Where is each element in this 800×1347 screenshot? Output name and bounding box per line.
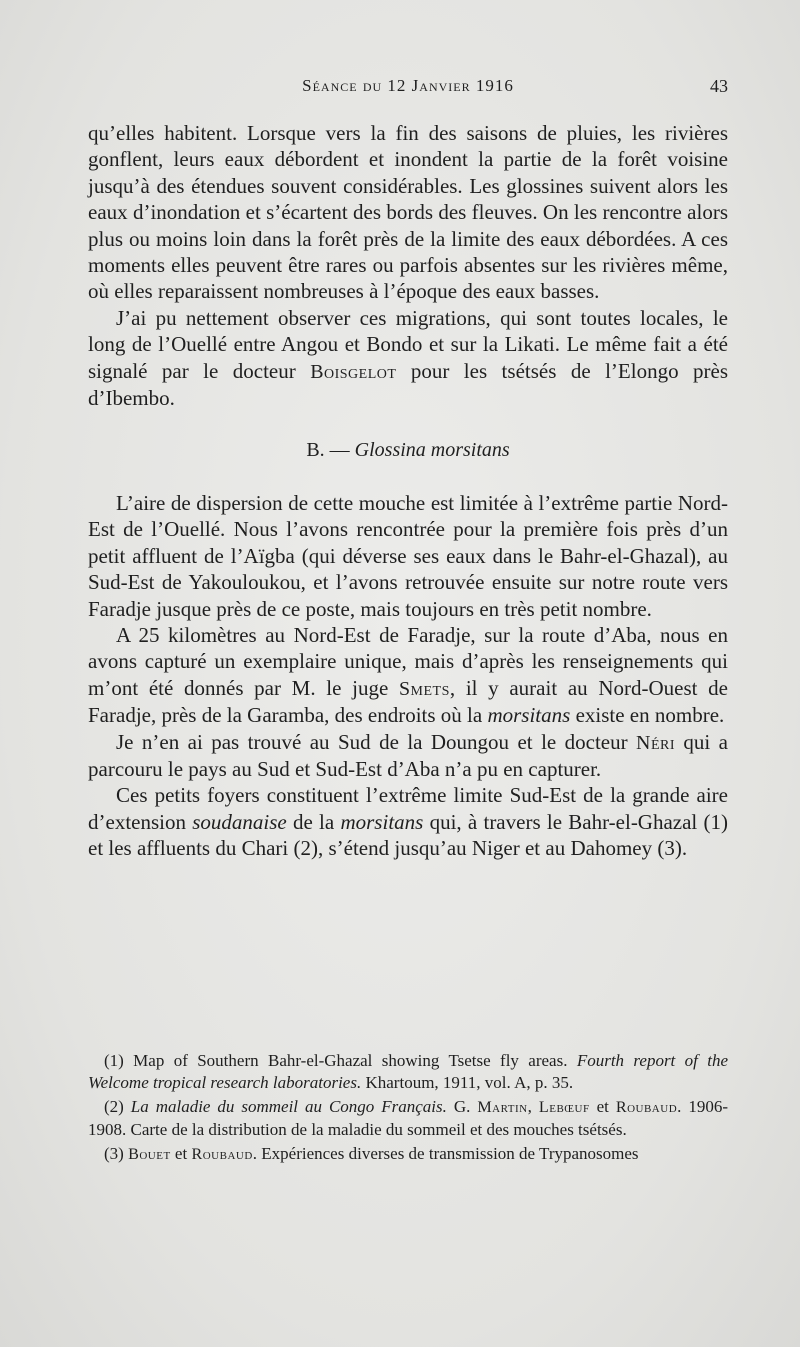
person-name-neri: Néri bbox=[636, 731, 675, 754]
section-species: Glossina morsitans bbox=[354, 439, 510, 462]
paragraph-2-text-b: pour les tsétsés de l’Elongo près d’Ibembo. bbox=[88, 358, 729, 411]
footnote-1-text-b: Khartoum, 1911, vol. A, p. 35. bbox=[361, 1073, 574, 1092]
section-heading bbox=[88, 437, 728, 463]
paragraph-6-text-c: qui, à travers le Bahr-el-Ghazal (1) et les affluents du Chari (2), s’étend jusqu’au Niger et au Dahomey (3). bbox=[88, 809, 729, 861]
footnote-1 bbox=[88, 1050, 728, 1094]
paragraph-6-text-a: Ces petits foyers constituent l’extrême limite Sud-Est de la grande aire d’extension bbox=[88, 783, 728, 834]
footnote-2-italic: La maladie du sommeil au Congo Français. bbox=[130, 1097, 447, 1116]
footnote-3 bbox=[88, 1143, 728, 1166]
author-name-martin: Martin bbox=[477, 1099, 528, 1116]
paragraph-5-text-b: qui a parcouru le pays au Sud et Sud-Est d’Aba n’a pu en capturer. bbox=[88, 729, 729, 781]
author-name-bouet: Bouet bbox=[128, 1146, 171, 1163]
paragraph-2-text-a: J’ai pu nettement observer ces migrations, qui sont toutes locales, le long de l’Ouellé entre Angou et Bondo et sur la Likati. Le même fait a été signalé par le docteur bbox=[88, 305, 728, 383]
footnote-2-text-c: et bbox=[589, 1097, 616, 1116]
footnote-3-text-b: . Expériences diverses de transmission de Trypanosomes bbox=[252, 1144, 639, 1163]
footnote-2-number: (2) bbox=[104, 1097, 131, 1116]
section-letter: B. — bbox=[306, 439, 355, 462]
author-name-boisgelot: Boisgelot bbox=[310, 360, 397, 383]
paragraph-4-text-b: , il y aurait au Nord-Ouest de Faradje, près de la Garamba, des endroits où la bbox=[88, 675, 728, 728]
footnote-1-italic: Fourth report of the Welcome tropical research laboratories. bbox=[88, 1051, 728, 1092]
running-head: Séance du 12 Janvier 1916 bbox=[302, 76, 514, 95]
paragraph-4-text-c: existe en nombre. bbox=[570, 703, 725, 728]
footnotes bbox=[88, 1050, 728, 1168]
paragraph-2 bbox=[88, 305, 728, 412]
footnote-3-text-a: et bbox=[170, 1144, 192, 1163]
paragraph-3: L’aire de dispersion de cette mouche est limitée à l’extrême partie Nord-Est de l’Ouellé. Nous l’avons rencontrée pour la première fois près d’un petit affluent de l’Aïgba (qui déverse ses eaux dans le Bahr-el-Ghazal), au Sud-Est de Yakouloukou, et l’avons retrouvée ensuite sur notre route vers Faradje jusque près de ce poste, mais toujours en très petit nombre. bbox=[88, 490, 728, 621]
footnote-2-text-b: , bbox=[527, 1097, 539, 1116]
author-name-roubaud: Roubaud bbox=[615, 1099, 678, 1116]
person-name-smets: Smets bbox=[398, 677, 450, 700]
paragraph-1: qu’elles habitent. Lorsque vers la fin des saisons de pluies, les rivières gonflent, leurs eaux débordent et inondent la partie de la forêt voisine jusqu’à des étendues souvent considérables. Les glossines suivent alors les eaux d’inondation et s’écartent des bords des fleuves. On les rencontre alors plus ou moins loin dans la forêt près de la limite des eaux débordées. A ces moments elles peuvent être rares ou parfois absentes sur les rivières même, où elles reparaissent nombreuses à l’époque des eaux basses. bbox=[88, 121, 728, 304]
paragraph-6 bbox=[88, 782, 728, 861]
footnote-3-number: (3) bbox=[104, 1144, 129, 1163]
species-italic: morsitans bbox=[487, 703, 571, 728]
footnote-2-text-d: . 1906-1908. Carte de la distribution de la maladie du sommeil et des mouches tsétsés. bbox=[88, 1097, 729, 1139]
italic-soudanaise: soudanaise bbox=[192, 809, 287, 834]
footnote-1-text-a: (1) Map of Southern Bahr-el-Ghazal showing Tsetse fly areas. bbox=[104, 1051, 577, 1070]
paragraph-5-text-a: Je n’en ai pas trouvé au Sud de la Doungou et le docteur bbox=[116, 729, 637, 754]
author-name-roubaud-2: Roubaud bbox=[191, 1146, 253, 1163]
footnote-2-text-a: G. bbox=[446, 1097, 478, 1116]
page-number: 43 bbox=[710, 76, 728, 96]
paragraph-6-text-b: de la bbox=[286, 809, 341, 834]
paragraph-4 bbox=[88, 622, 728, 729]
body-text bbox=[88, 120, 728, 862]
footnote-2 bbox=[88, 1096, 728, 1141]
paragraph-4-text-a: A 25 kilomètres au Nord-Est de Faradje, sur la route d’Aba, nous en avons capturé un exemplaire unique, mais d’après les renseignements qui m’ont été donnés par M. le juge bbox=[88, 622, 728, 700]
page-header bbox=[88, 76, 728, 102]
italic-morsitans: morsitans bbox=[340, 809, 424, 834]
paragraph-5 bbox=[88, 729, 728, 783]
author-name-leboeuf: Lebœuf bbox=[538, 1099, 590, 1116]
